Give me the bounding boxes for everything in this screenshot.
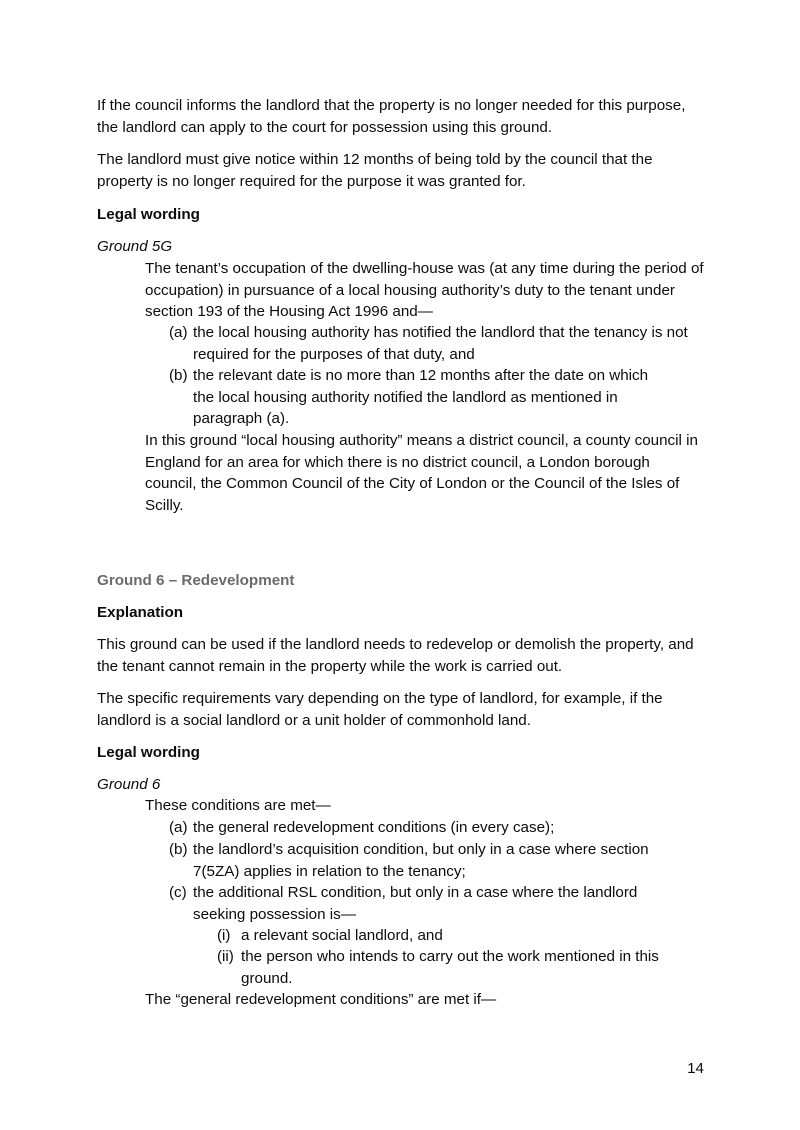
list-item-text: the general redevelopment conditions (in every case);	[193, 819, 555, 836]
list-marker: (c)	[169, 884, 187, 901]
explanation-heading: Explanation	[97, 604, 184, 621]
list-item-text: a relevant social landlord, and	[241, 927, 443, 944]
list-marker: (a)	[169, 819, 188, 836]
explanation-paragraph-2: The specific requirements vary depending on the type of landlord, for example, if the landlord is a social landlord or a unit holder of commonhold land.	[97, 690, 663, 729]
list-marker: (b)	[169, 841, 188, 858]
list-marker: (ii)	[217, 948, 234, 965]
ground-5g-definition: In this ground “local housing authority” means a district council, a county council in England for an area for which there is no district council, a London borough council, the Common Council of the City of London or the Council of the Isles of Scilly.	[145, 432, 698, 514]
list-marker: (a)	[169, 324, 188, 341]
list-item-text: the landlord’s acquisition condition, but only in a case where section 7(5ZA) applies in relation to the tenancy;	[193, 841, 649, 880]
ground-6-title: Ground 6	[97, 776, 161, 793]
ground-5g-title: Ground 5G	[97, 238, 173, 255]
list-marker: (b)	[169, 367, 188, 384]
ground-5g-body: The tenant’s occupation of the dwelling-house was (at any time during the period of occupation) in pursuance of a local housing authority’s duty to the tenant under section 193 of the Housing Act 1996 and—	[145, 260, 704, 321]
list-item-text: the person who intends to carry out the work mentioned in this ground.	[241, 948, 659, 987]
legal-wording-heading: Legal wording	[97, 744, 200, 761]
page-number: 14	[687, 1060, 704, 1078]
section-heading: Ground 6 – Redevelopment	[97, 572, 295, 589]
intro-paragraph-2: The landlord must give notice within 12 months of being told by the council that the property is no longer required for the purpose it was granted for.	[97, 151, 653, 190]
list-marker: (i)	[217, 927, 231, 944]
ground-6-body: These conditions are met—	[145, 797, 331, 814]
explanation-paragraph-1: This ground can be used if the landlord needs to redevelop or demolish the property, and the tenant cannot remain in the property while the work is carried out.	[97, 636, 694, 675]
ground-6-closing: The “general redevelopment conditions” are met if—	[145, 991, 497, 1008]
list-item-text: the relevant date is no more than 12 months after the date on which the local housing authority notified the landlord as mentioned in paragraph (a).	[193, 367, 649, 428]
list-item-text: the local housing authority has notified the landlord that the tenancy is not required for the purposes of that duty, and	[193, 324, 688, 363]
list-item-text: the additional RSL condition, but only in a case where the landlord seeking possession is—	[193, 884, 638, 923]
legal-wording-heading: Legal wording	[97, 206, 200, 223]
intro-paragraph-1: If the council informs the landlord that the property is no longer needed for this purpose, the landlord can apply to the court for possession using this ground.	[97, 97, 686, 136]
